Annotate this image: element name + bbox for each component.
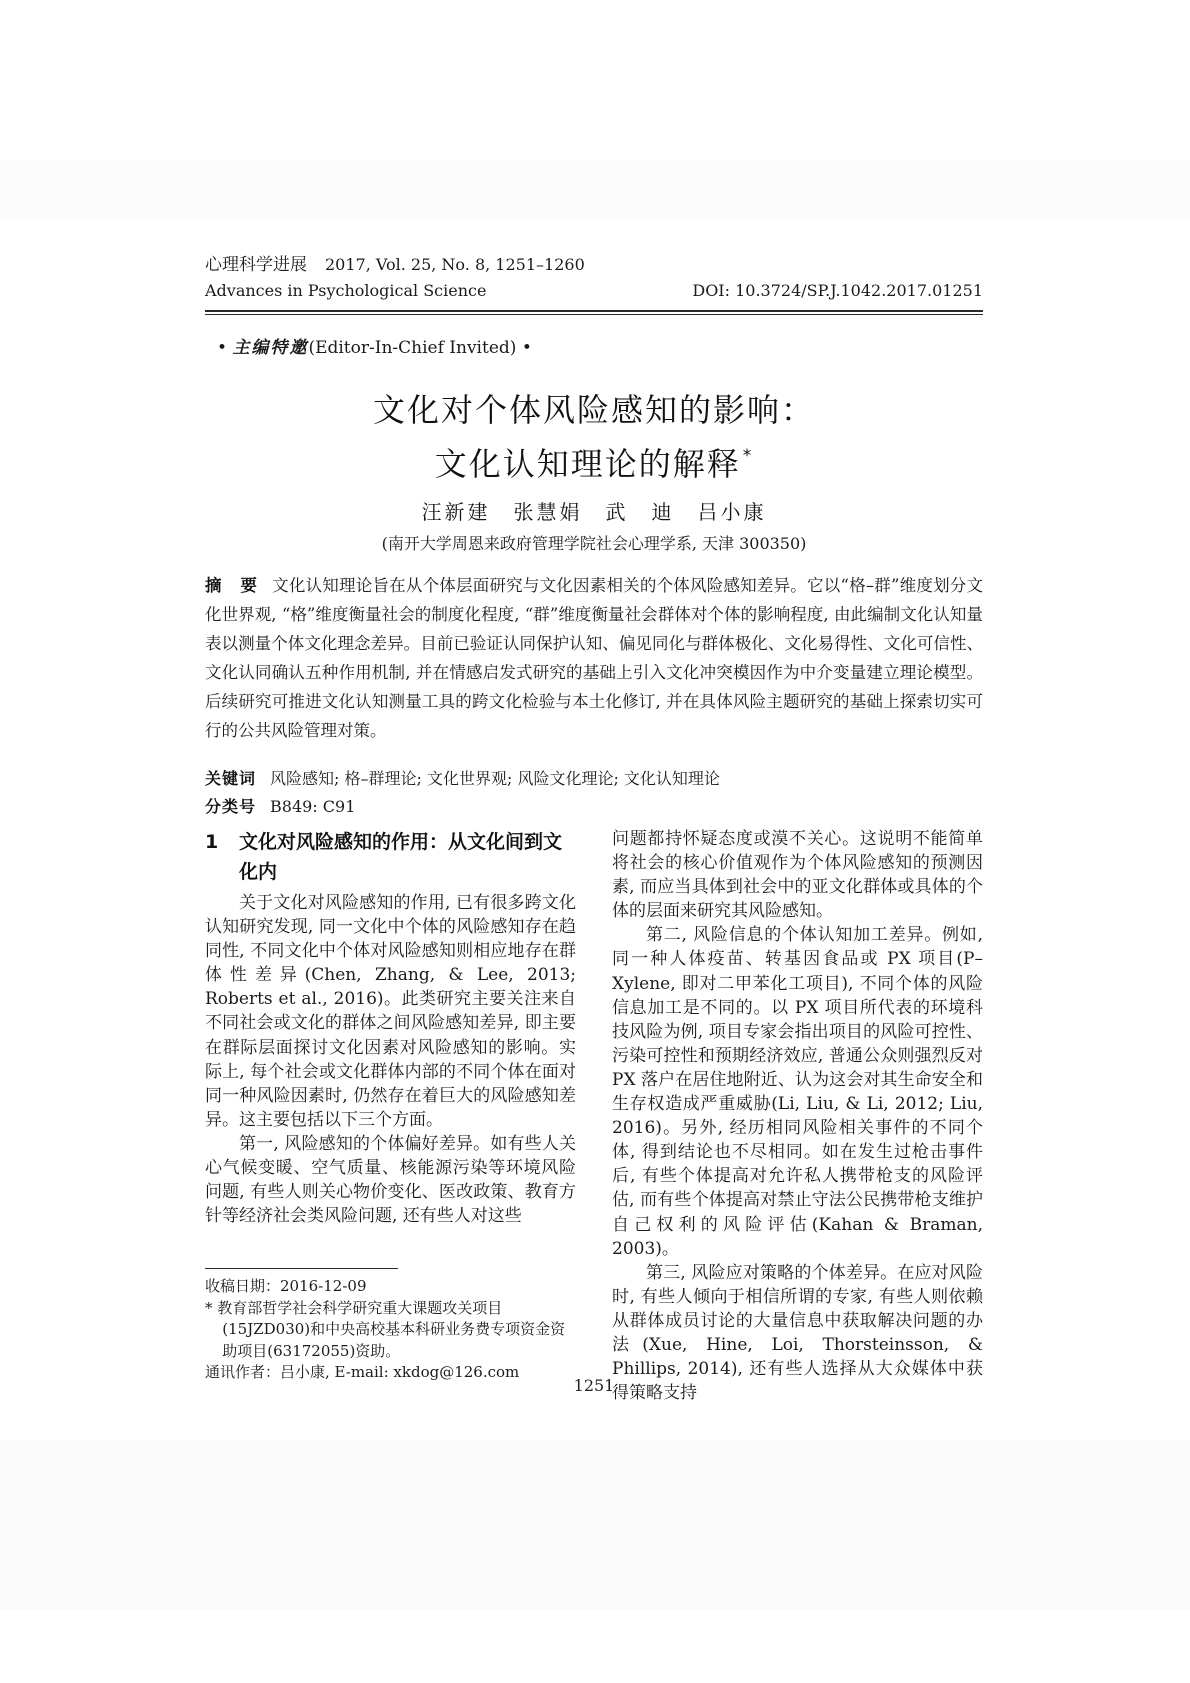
abstract-paragraph [205, 571, 983, 745]
author-list: 汪新建 张慧娟 武 迪 吕小康 [421, 500, 767, 524]
footnote-received-date: 收稿日期：2016-12-09 [205, 1277, 367, 1296]
scan-artifact-band [0, 160, 1190, 220]
journal-title-cn: 心理科学进展 [205, 255, 307, 275]
body-paragraph: 第二, 风险信息的个体认知加工差异。例如, 同一种人体疫苗、转基因食品或 PX 项目(P–Xylene, 即对二甲苯化工项目), 不同个体的风险信息加工是不同的。以 PX 项目所代表的环境科技风险为例, 项目专家会指出项目的风险可控性、污染可控性和预期经济效应, 普通公众则强烈反对 PX 落户在居住地附近、认为这会对其生命安全和生存权造成严重威胁(Li, Liu, & Li, 2012; Liu, 2016)。另外, 经历相同风险相关事件的不同个体, 得到结论也不尽相同。如在发生过枪击事件后, 有些个体提高对允许私人携带枪支的风险评估, 而有些个体提高对禁止守法公民携带枪支维护自己权利的风险评估(Kahan & Braman, 2003)。 [612, 925, 983, 1259]
body-paragraph: 第三, 风险应对策略的个体差异。在应对风险时, 有些人倾向于相信所谓的专家, 有些人则依赖从群体成员讨论的大量信息中获取解决问题的办法(Xue, Hine, Loi, Thorsteinsson, & Phillips, 2014), 还有些人选择从大众媒体中获得策略支持 [612, 1262, 983, 1404]
editor-invited-label-cn: 主编特邀 [232, 338, 309, 358]
journal-header [205, 255, 983, 315]
article-title-line1: 文化对个体风险感知的影响： [372, 391, 815, 429]
section-1-title: 文化对风险感知的作用：从文化间到文化内 [239, 831, 563, 883]
body-paragraph: 问题都持怀疑态度或漠不关心。这说明不能简单将社会的核心价值观作为个体风险感知的预测因素, 而应当具体到社会中的亚文化群体或具体的个体的层面来研究其风险感知。 [612, 829, 983, 922]
article-title-line2: 文化认知理论的解释 [434, 445, 741, 483]
author-affiliation: (南开大学周恩来政府管理学院社会心理学系, 天津 300350) [381, 534, 807, 553]
classification-label: 分类号 [205, 797, 257, 816]
right-column [612, 827, 983, 1405]
classification-text: B849: C91 [270, 797, 356, 816]
section-1-heading [205, 827, 576, 887]
scan-artifact-band [0, 1440, 1190, 1610]
editor-invited-label-en: (Editor-In-Chief Invited) [308, 338, 517, 358]
keywords-text: 风险感知; 格–群理论; 文化世界观; 风险文化理论; 文化认知理论 [270, 769, 720, 788]
section-1-number: 1 [205, 831, 219, 853]
body-paragraph: 第一, 风险感知的个体偏好差异。如有些人关心气候变暖、空气质量、核能源污染等环境风险问题, 有些人则关心物价变化、医改政策、教育方针等经济社会类风险问题, 还有些人对这些 [205, 1133, 576, 1227]
classification-row [205, 793, 983, 821]
abstract-label: 摘 要 [205, 576, 259, 595]
footnote-funding: * 教育部哲学社会科学研究重大课题攻关项目(15JZD030)和中央高校基本科研业务费专项资金资助项目(63172055)资助。 [205, 1298, 566, 1360]
bullet-left: • [217, 338, 228, 358]
bullet-right: • [521, 338, 532, 358]
footnote-block [205, 1268, 576, 1384]
keywords-row [205, 765, 983, 793]
doi-text: DOI: 10.3724/SP.J.1042.2017.01251 [692, 281, 983, 300]
page-number: 1251 [573, 1376, 615, 1395]
keywords-label: 关键词 [205, 769, 257, 788]
journal-title-en: Advances in Psychological Science [205, 281, 487, 300]
journal-header-row-cn [205, 255, 983, 275]
body-paragraph: 关于文化对风险感知的作用, 已有很多跨文化认知研究发现, 同一文化中个体的风险感知存在趋同性, 不同文化中个体对风险感知则相应地存在群体性差异(Chen, Zhang, & Lee, 2013; Roberts et al., 2016)。此类研究主要关注来自不同社会或文化的群体之间风险感知差异, 即主要在群际层面探讨文化因素对风险感知的影响。实际上, 每个社会或文化群体内部的不同个体在面对同一种风险因素时, 仍然存在着巨大的风险感知差异。这主要包括以下三个方面。 [205, 893, 576, 1130]
footnote-rule [205, 1268, 398, 1269]
editor-invited-banner [205, 337, 983, 359]
title-footnote-asterisk: * [742, 446, 754, 466]
article-title [205, 387, 983, 487]
journal-header-row-en [205, 281, 983, 301]
two-column-body [205, 827, 983, 1405]
footnote-correspondence: 通讯作者：吕小康, E-mail: xkdog@126.com [205, 1363, 520, 1382]
journal-issue-info: 2017, Vol. 25, No. 8, 1251–1260 [325, 255, 585, 274]
page-content [205, 255, 983, 1405]
left-column [205, 827, 576, 1405]
header-double-rule [205, 310, 983, 315]
abstract-text: 文化认知理论旨在从个体层面研究与文化因素相关的个体风险感知差异。它以“格–群”维度划分文化世界观, “格”维度衡量社会的制度化程度, “群”维度衡量社会群体对个体的影响程度, 由此编制文化认知量表以测量个体文化理念差异。目前已验证认同保护认知、偏见同化与群体极化、文化易得性、文化可信性、文化认同确认五种作用机制, 并在情感启发式研究的基础上引入文化冲突模因作为中介变量建立理论模型。后续研究可推进文化认知测量工具的跨文化检验与本土化修订, 并在具体风险主题研究的基础上探索切实可行的公共风险管理对策。 [205, 576, 984, 740]
